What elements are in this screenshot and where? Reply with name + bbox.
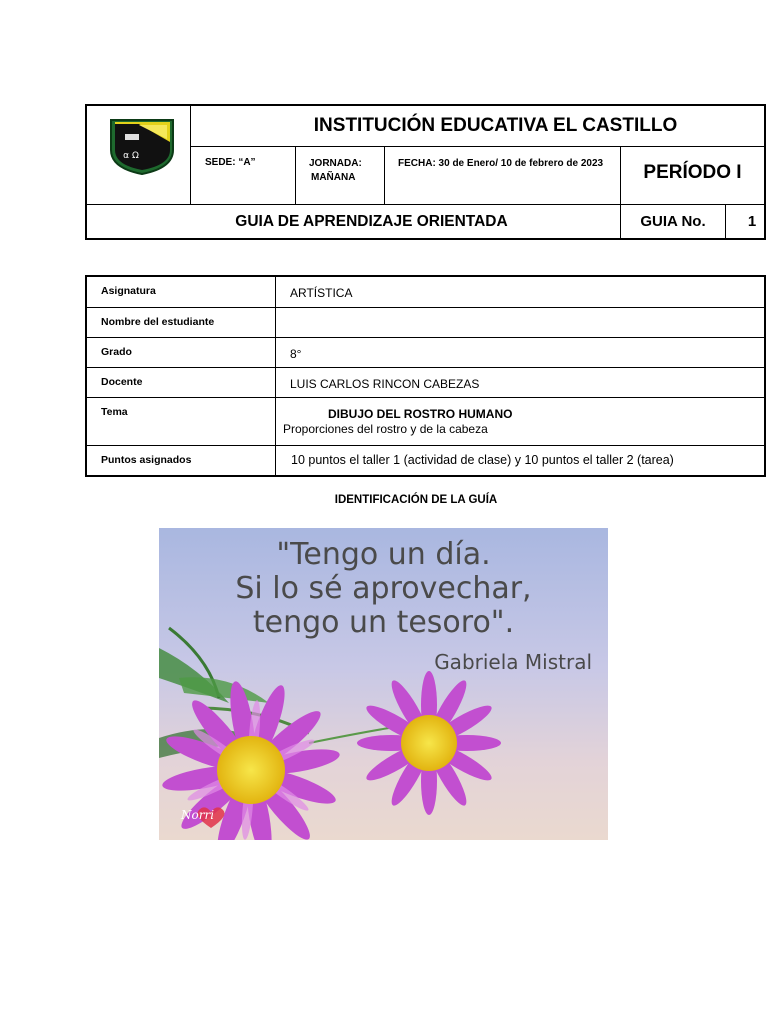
row-label-asignatura: Asignatura	[87, 277, 276, 307]
institution-title: INSTITUCIÓN EDUCATIVA EL CASTILLO	[191, 106, 764, 147]
row-label-puntos: Puntos asignados	[87, 446, 276, 475]
quote-author: Gabriela Mistral	[434, 650, 592, 674]
table-row	[87, 398, 764, 446]
school-crest-icon	[87, 106, 191, 204]
periodo-label: PERÍODO I	[643, 161, 742, 183]
section-title: IDENTIFICACIÓN DE LA GUÍA	[334, 494, 498, 506]
row-label-nombre: Nombre del estudiante	[87, 308, 276, 337]
table-row	[87, 368, 764, 398]
logo-cell	[87, 106, 191, 204]
guia-number-value: 1	[726, 204, 764, 238]
table-row	[87, 308, 764, 338]
jornada-value: MAÑANA	[311, 172, 356, 183]
row-value-asignatura: ARTÍSTICA	[290, 286, 353, 300]
row-label-tema: Tema	[87, 398, 276, 445]
row-value-puntos: 10 puntos el taller 1 (actividad de clase) y 10 puntos el taller 2 (tarea)	[291, 453, 674, 467]
quote-line-1: "Tengo un día.	[276, 537, 491, 572]
tema-title: DIBUJO DEL ROSTRO HUMANO	[328, 407, 513, 421]
row-label-grado: Grado	[87, 338, 276, 367]
jornada-field	[296, 147, 385, 204]
artist-signature: Norri	[181, 808, 215, 822]
row-value-tema	[276, 398, 764, 445]
jornada-label: JORNADA:	[309, 158, 362, 169]
quote-line-3: tengo un tesoro".	[252, 605, 515, 640]
guia-number-label: GUIA No.	[621, 204, 726, 238]
student-name-field[interactable]	[276, 308, 764, 337]
guia-title: GUIA DE APRENDIZAJE ORIENTADA	[87, 204, 621, 238]
quote-line-2: Si lo sé aprovechar,	[235, 571, 532, 606]
table-row	[87, 338, 764, 368]
header-table	[85, 104, 766, 240]
sede-field: SEDE: “A”	[191, 147, 296, 204]
tema-subtitle: Proporciones del rostro y de la cabeza	[283, 422, 488, 436]
row-value-grado: 8°	[290, 347, 302, 361]
fecha-field: FECHA: 30 de Enero/ 10 de febrero de 2023	[385, 147, 621, 204]
table-row	[87, 446, 764, 475]
table-row	[87, 277, 764, 308]
quote-image	[159, 528, 608, 840]
info-table	[85, 275, 766, 477]
row-value-docente: LUIS CARLOS RINCON CABEZAS	[290, 377, 480, 391]
crest-letters: α Ω	[123, 151, 139, 161]
row-label-docente: Docente	[87, 368, 276, 397]
